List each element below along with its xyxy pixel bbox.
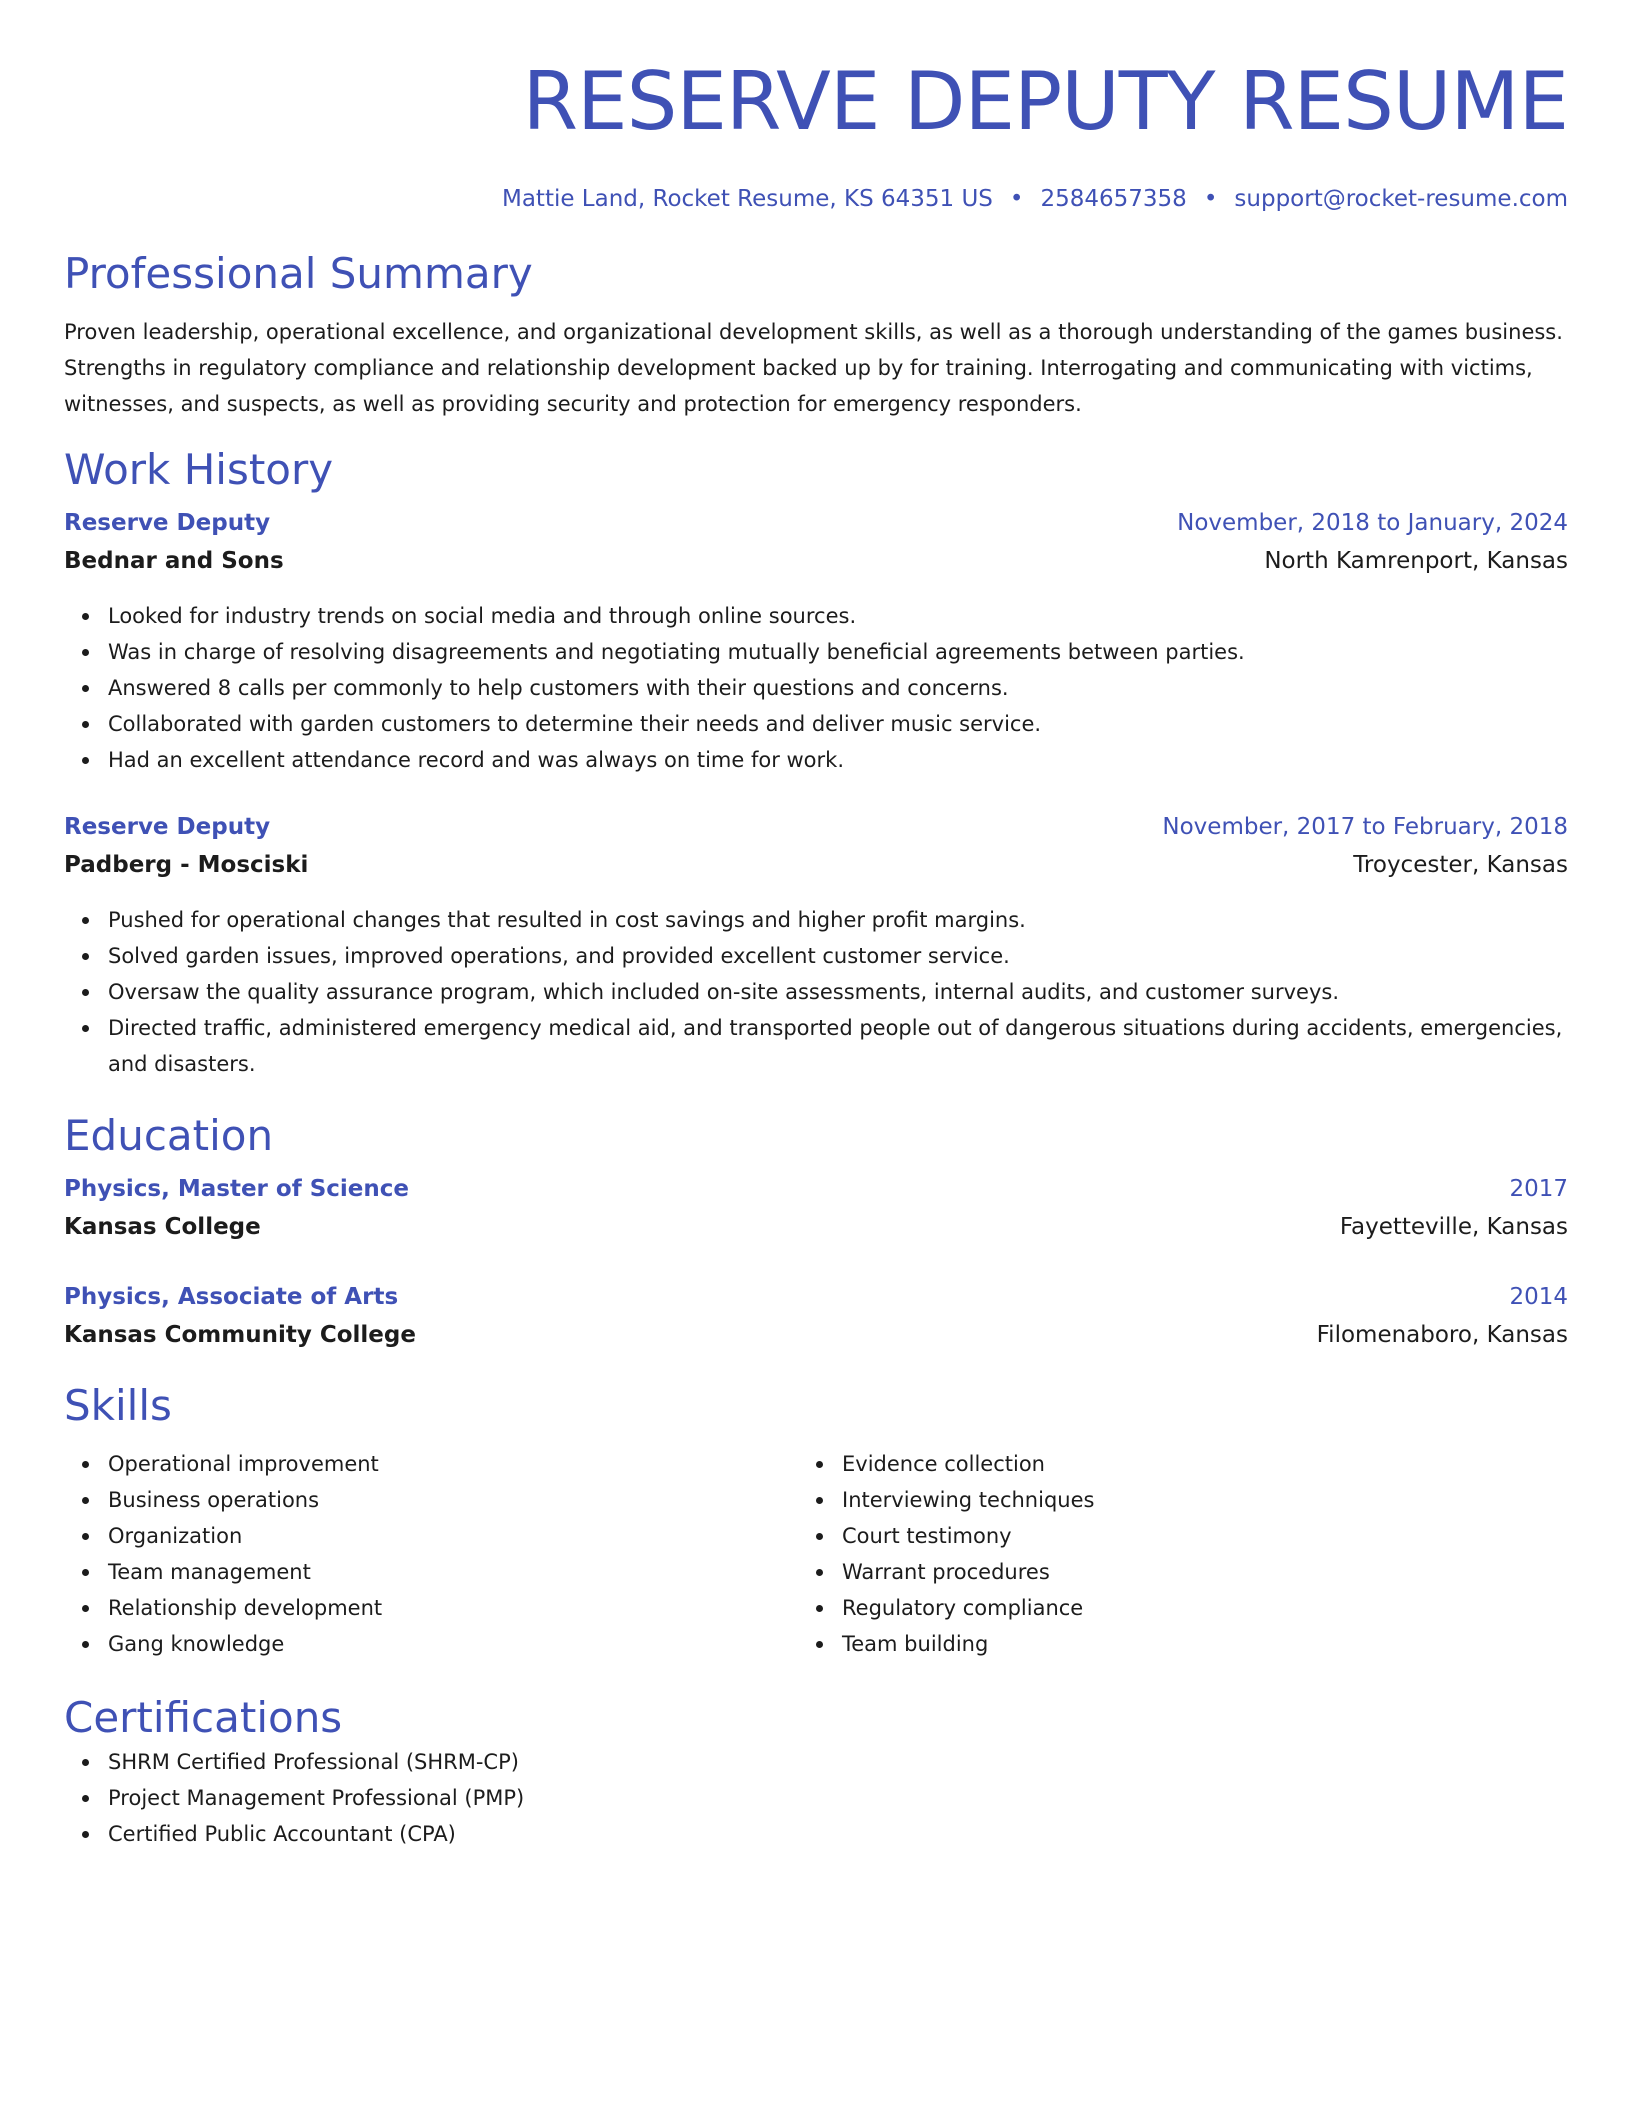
job-duty: Answered 8 calls per commonly to help customers with their questions and concerns.	[108, 670, 1568, 706]
contact-line	[64, 182, 1568, 216]
skills-list-right	[798, 1446, 1542, 1662]
job-company-row	[64, 852, 1568, 888]
contact-separator: •	[1203, 186, 1218, 212]
job-duty: Oversaw the quality assurance program, which included on-site assessments, internal audits, and customer surveys.	[108, 974, 1568, 1010]
certification-item: SHRM Certified Professional (SHRM-CP)	[108, 1744, 1568, 1780]
education-location: Fayetteville, Kansas	[1339, 1214, 1568, 1240]
education-entry	[64, 1284, 1568, 1358]
skills-heading: Skills	[64, 1381, 172, 1430]
education-school: Kansas College	[64, 1214, 261, 1240]
skill-item: Warrant procedures	[842, 1554, 1542, 1590]
skill-item: Interviewing techniques	[842, 1482, 1542, 1518]
education-degree: Physics, Master of Science	[64, 1176, 410, 1202]
skill-item: Team building	[842, 1626, 1542, 1662]
job-location: Troycester, Kansas	[1353, 852, 1568, 878]
education-school: Kansas Community College	[64, 1322, 416, 1348]
job-header-row	[64, 814, 1568, 852]
education-year: 2017	[1509, 1176, 1568, 1202]
skill-item: Organization	[108, 1518, 798, 1554]
job-duty: Looked for industry trends on social media and through online sources.	[108, 598, 1568, 634]
contact-separator: •	[1009, 186, 1024, 212]
skill-item: Regulatory compliance	[842, 1590, 1542, 1626]
certification-item: Project Management Professional (PMP)	[108, 1780, 1568, 1816]
certification-item: Certified Public Accountant (CPA)	[108, 1816, 1568, 1852]
job-entry	[64, 510, 1568, 778]
education-entry	[64, 1176, 1568, 1250]
work-history-heading: Work History	[64, 445, 334, 494]
skills-columns	[64, 1446, 1568, 1662]
education-heading: Education	[64, 1111, 274, 1160]
education-header-row	[64, 1176, 1568, 1214]
skill-item: Operational improvement	[108, 1446, 798, 1482]
job-company: Bednar and Sons	[64, 548, 284, 574]
summary-text: Proven leadership, operational excellence, and organizational development skills, as well as a thorough understanding of the games business. Strengths in regulatory compliance and relationship development backed up by for training. Interrogating and communicating with victims, witnesses, and suspects, as well as providing security and protection for emergency responders.	[64, 320, 1563, 416]
job-role: Reserve Deputy	[64, 510, 271, 536]
job-duties-list	[64, 598, 1568, 778]
job-company-row	[64, 548, 1568, 584]
education-school-row	[64, 1214, 1568, 1250]
job-dates: November, 2018 to January, 2024	[1177, 510, 1568, 536]
skill-item: Relationship development	[108, 1590, 798, 1626]
contact-email: support@rocket-resume.com	[1234, 186, 1568, 212]
job-duty: Had an excellent attendance record and was always on time for work.	[108, 742, 1568, 778]
certifications-list	[64, 1744, 1568, 1852]
resume-header	[64, 0, 1568, 216]
skill-item: Business operations	[108, 1482, 798, 1518]
education-header-row	[64, 1284, 1568, 1322]
resume-title: RESERVE DEPUTY RESUME	[522, 55, 1568, 148]
job-location: North Kamrenport, Kansas	[1264, 548, 1568, 574]
job-duties-list	[64, 902, 1568, 1082]
certifications-heading: Certifications	[64, 1693, 343, 1742]
job-dates: November, 2017 to February, 2018	[1162, 814, 1568, 840]
job-duty: Solved garden issues, improved operations, and provided excellent customer service.	[108, 938, 1568, 974]
job-duty: Directed traffic, administered emergency medical aid, and transported people out of dangerous situations during accidents, emergencies, and disasters.	[108, 1010, 1568, 1082]
education-location: Filomenaboro, Kansas	[1316, 1322, 1568, 1348]
summary-heading: Professional Summary	[64, 249, 533, 298]
contact-address: Mattie Land, Rocket Resume, KS 64351 US	[501, 186, 993, 212]
job-duty: Collaborated with garden customers to determine their needs and deliver music service.	[108, 706, 1568, 742]
job-duty: Was in charge of resolving disagreements and negotiating mutually beneficial agreements between parties.	[108, 634, 1568, 670]
education-degree: Physics, Associate of Arts	[64, 1284, 399, 1310]
job-company: Padberg - Mosciski	[64, 852, 309, 878]
job-header-row	[64, 510, 1568, 548]
education-year: 2014	[1509, 1284, 1568, 1310]
skill-item: Team management	[108, 1554, 798, 1590]
job-duty: Pushed for operational changes that resulted in cost savings and higher profit margins.	[108, 902, 1568, 938]
skill-item: Evidence collection	[842, 1446, 1542, 1482]
contact-phone: 2584657358	[1040, 186, 1187, 212]
education-school-row	[64, 1322, 1568, 1358]
skills-list-left	[64, 1446, 798, 1662]
skill-item: Court testimony	[842, 1518, 1542, 1554]
skill-item: Gang knowledge	[108, 1626, 798, 1662]
job-entry	[64, 814, 1568, 1082]
job-role: Reserve Deputy	[64, 814, 271, 840]
